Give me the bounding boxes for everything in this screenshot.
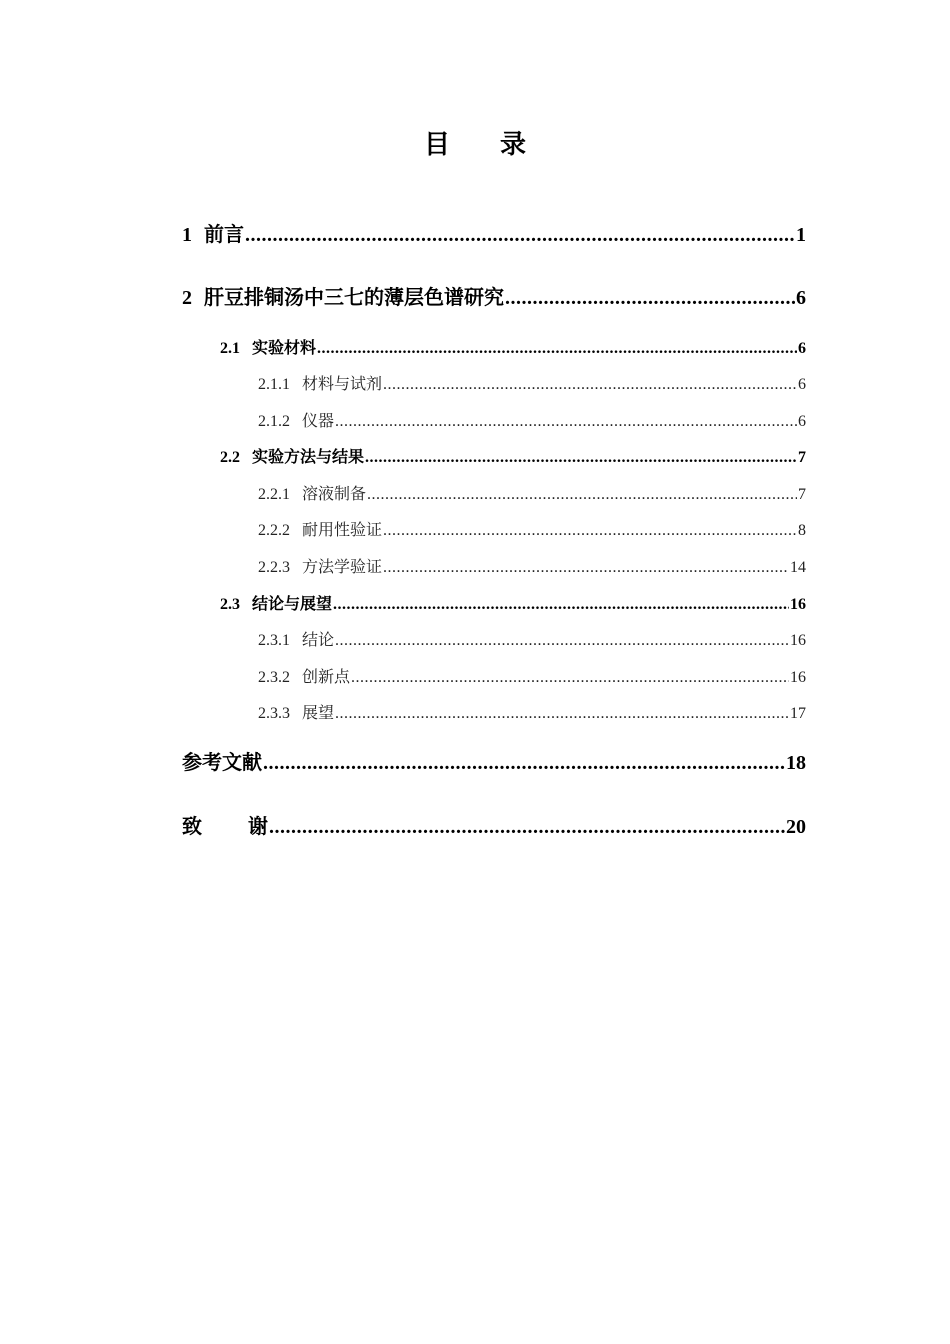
toc-entry-2-3-3[interactable] — [258, 700, 806, 723]
toc-number: 2.3 — [220, 596, 240, 613]
toc-leader-dots — [245, 224, 795, 247]
toc-page-number: 16 — [790, 596, 806, 613]
toc-label: 结论与展望 — [252, 594, 333, 613]
toc-label: 实验方法与结果 — [252, 447, 365, 466]
page-title — [0, 124, 950, 161]
toc-leader-dots — [505, 287, 795, 310]
toc-label: 参考文献 — [182, 750, 262, 774]
toc-number: 2.3.1 — [258, 632, 290, 649]
toc-number: 2.3.2 — [258, 669, 290, 686]
toc-entry-chapter-2[interactable] — [182, 281, 806, 310]
toc-page-number: 17 — [790, 705, 806, 722]
toc-entry-preface[interactable] — [182, 218, 806, 247]
toc-number: 2.1 — [220, 340, 240, 357]
toc-number: 1 — [182, 224, 192, 246]
toc-label: 耐用性验证 — [302, 520, 383, 539]
toc-page-number: 16 — [790, 669, 806, 686]
toc-leader-dots — [335, 413, 797, 431]
toc-leader-dots — [351, 669, 789, 687]
toc-page-number: 7 — [798, 449, 806, 466]
toc-label: 实验材料 — [252, 338, 317, 357]
toc-page-number: 14 — [790, 559, 806, 576]
toc-entry-2-3-2[interactable] — [258, 664, 806, 687]
toc-leader-dots — [383, 522, 797, 540]
toc-leader-dots — [383, 376, 797, 394]
toc-leader-dots — [365, 449, 797, 467]
toc-label-char-1: 致 — [182, 814, 202, 838]
toc-label: 结论 — [302, 630, 335, 649]
toc-leader-dots — [333, 596, 789, 614]
toc-label: 材料与试剂 — [302, 374, 383, 393]
toc-leader-dots — [335, 705, 789, 723]
toc-label-char-2: 谢 — [248, 814, 268, 838]
toc-number: 2.3.3 — [258, 705, 290, 722]
toc-label — [182, 810, 268, 839]
toc-entry-2-2[interactable] — [220, 444, 806, 467]
toc-entry-2-3-1[interactable] — [258, 627, 806, 650]
toc-number: 2.2.2 — [258, 522, 290, 539]
toc-page-number: 6 — [798, 340, 806, 357]
toc-label: 展望 — [302, 703, 335, 722]
toc-page-number: 1 — [796, 224, 806, 246]
toc-number: 2.1.2 — [258, 413, 290, 430]
toc-number: 2.1.1 — [258, 376, 290, 393]
toc-entry-2-2-2[interactable] — [258, 517, 806, 540]
toc-leader-dots — [335, 632, 789, 650]
toc-number: 2.2.3 — [258, 559, 290, 576]
toc-page-number: 20 — [786, 816, 806, 838]
toc-number: 2.2 — [220, 449, 240, 466]
toc-label: 创新点 — [302, 667, 351, 686]
toc-page-number: 6 — [796, 287, 806, 309]
page-title-char-2: 录 — [500, 130, 527, 160]
toc-entry-references[interactable] — [182, 746, 806, 775]
toc-label: 方法学验证 — [302, 557, 383, 576]
toc-leader-dots — [269, 816, 785, 839]
toc-page-number: 7 — [798, 486, 806, 503]
toc-number: 2.2.1 — [258, 486, 290, 503]
toc-entry-2-1[interactable] — [220, 335, 806, 358]
toc-page-number: 16 — [790, 632, 806, 649]
toc-entry-acknowledgements[interactable] — [182, 810, 806, 839]
toc-entry-2-2-1[interactable] — [258, 481, 806, 504]
toc-entry-2-1-1[interactable] — [258, 371, 806, 394]
toc-page-number: 6 — [798, 376, 806, 393]
toc-leader-dots — [383, 559, 789, 577]
toc-entry-2-2-3[interactable] — [258, 554, 806, 577]
toc-label: 仪器 — [302, 411, 335, 430]
toc-number: 2 — [182, 287, 192, 309]
toc-leader-dots — [317, 340, 797, 358]
toc-leader-dots — [367, 486, 797, 504]
toc-page-number: 6 — [798, 413, 806, 430]
toc-entry-2-1-2[interactable] — [258, 408, 806, 431]
toc-entry-2-3[interactable] — [220, 591, 806, 614]
toc-page-number: 8 — [798, 522, 806, 539]
toc-leader-dots — [263, 752, 785, 775]
toc-label: 溶液制备 — [302, 484, 367, 503]
toc-label: 肝豆排铜汤中三七的薄层色谱研究 — [204, 285, 504, 309]
toc-label: 前言 — [204, 222, 244, 246]
page-title-char-1: 目 — [423, 130, 450, 160]
toc-page-number: 18 — [786, 752, 806, 774]
